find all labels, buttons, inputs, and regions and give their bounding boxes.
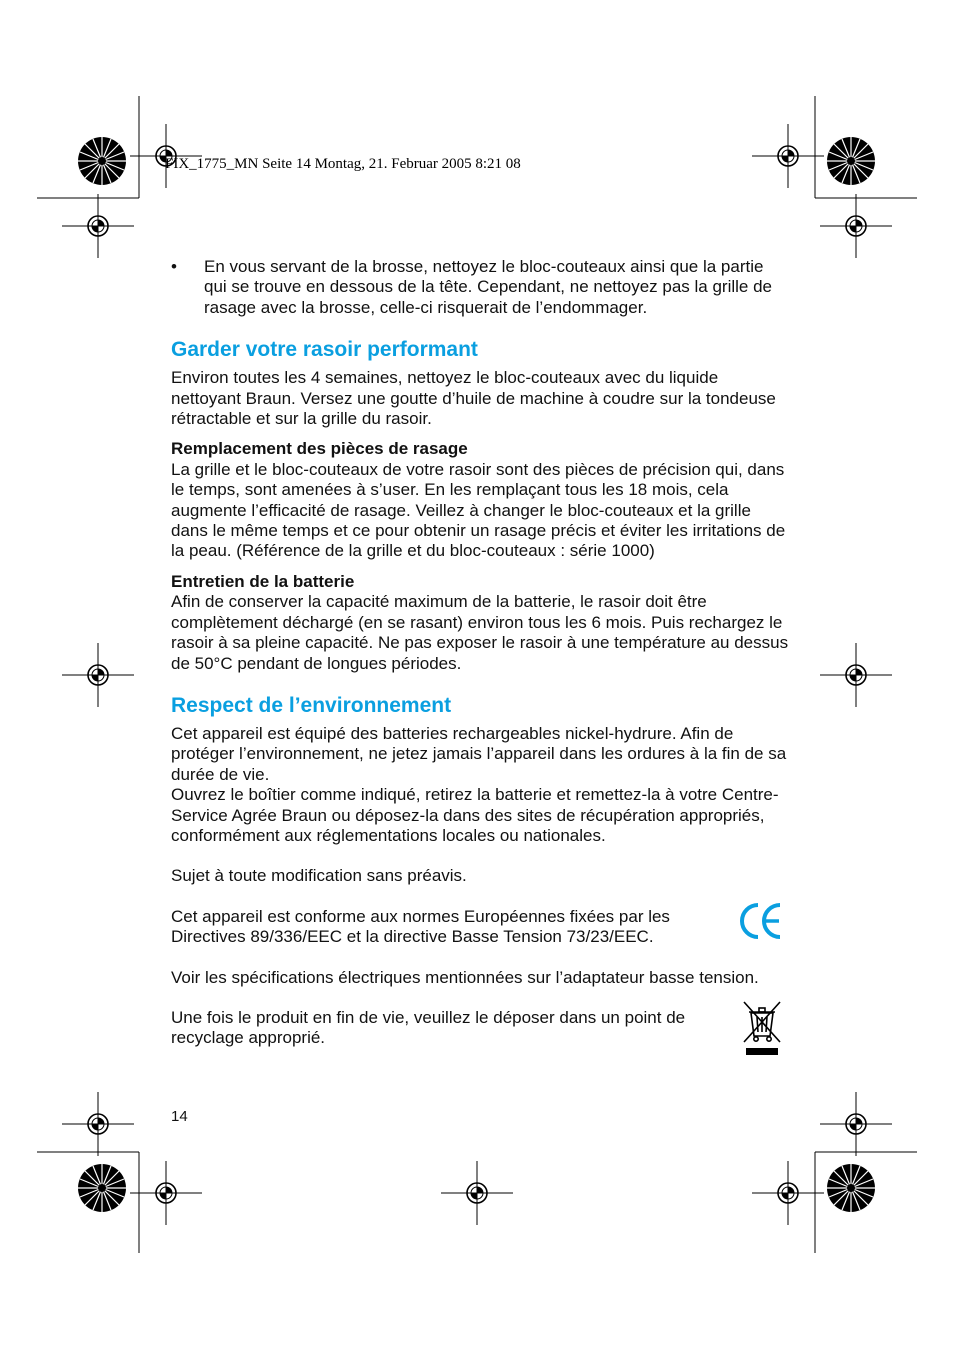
starburst-target-icon (78, 137, 126, 185)
registration-mark-icon (62, 194, 134, 258)
parts-replacement-text: La grille et le bloc-couteaux de votre rasoir sont des pièces de précision qui, dans le temps, sont amenées à s’user. En les remplaçant tous les 18 mois, cela augmente l’efficacité de rasage. Veillez à changer le bloc-couteaux et la grille dans le même temps et ce pour obtenir un rasage précis et éviter les irritations de la peau. (Référence de la grille et du bloc-couteaux : série 1000) (171, 459, 786, 561)
battery-care-text: Afin de conserver la capacité maximum de la batterie, le rasoir doit être complètement déchargé (en se rasant) environ tous les 6 mois. Puis rechargez le rasoir à sa pleine capacité. Ne pas exposer le rasoir à une température au dessus de 50°C pendant de longues périodes. (171, 592, 789, 673)
environment-paragraph-disposal: Ouvrez le boîtier comme indiqué, retirez la batterie et remettez-la à votre Centre-Service Agrée Braun ou déposez-la dans des sites de récupération appropriés, conformément aux réglementations locales ou nationales. (171, 785, 779, 845)
starburst-target-icon (827, 137, 875, 185)
recycling-block (171, 1008, 789, 1049)
modification-notice: Sujet à toute modification sans préavis. (171, 866, 467, 886)
page-number: 14 (171, 1108, 188, 1125)
registration-mark-icon (752, 1161, 824, 1225)
subheading-parts-replacement: Remplacement des pièces de rasage (171, 439, 468, 459)
registration-mark-icon (820, 643, 892, 707)
ce-mark-icon (739, 901, 783, 941)
section-heading-environment: Respect de l’environnement (171, 693, 452, 717)
recycling-text: Une fois le produit en fin de vie, veuillez le déposer dans un point de recyclage approprié. (171, 1007, 686, 1048)
subheading-battery-care: Entretien de la batterie (171, 571, 355, 591)
print-header: FIX_1775_MN Seite 14 Montag, 21. Februar 2005 8:21 08 (165, 156, 521, 172)
registration-mark-icon (441, 1161, 513, 1225)
crossed-out-bin-icon (742, 1000, 782, 1058)
registration-mark-icon (62, 1092, 134, 1156)
maintenance-intro: Environ toutes les 4 semaines, nettoyez le bloc-couteaux avec du liquide nettoyant Braun. Versez une goutte d’huile de machine à coudre sur la tondeuse rétractable et sur la grille du rasoir. (171, 368, 776, 429)
bullet-item (171, 257, 789, 318)
page-content (171, 257, 789, 1049)
registration-mark-icon (752, 124, 824, 188)
ce-conformity-block (171, 907, 789, 948)
bullet-marker: • (171, 257, 177, 276)
electrical-specs-note: Voir les spécifications électriques mentionnées sur l’adaptateur basse tension. (171, 967, 759, 987)
starburst-target-icon (78, 1164, 126, 1212)
starburst-target-icon (827, 1164, 875, 1212)
registration-mark-icon (130, 1161, 202, 1225)
section-heading-maintenance: Garder votre rasoir performant (171, 338, 478, 362)
bullet-text: En vous servant de la brosse, nettoyez le bloc-couteaux ainsi que la partie qui se trouve en dessous de la tête. Cependant, ne nettoyez pas la grille de rasage avec la brosse, celle-ci risquerait de l’endommager. (204, 257, 772, 317)
environment-paragraph-batteries: Cet appareil est équipé des batteries rechargeables nickel-hydrure. Afin de protéger l’environnement, ne jetez jamais l’appareil dans les ordures à la fin de sa durée de vie. (171, 723, 787, 784)
ce-conformity-text: Cet appareil est conforme aux normes Européennes fixées par les Directives 89/336/EEC et la directive Basse Tension 73/23/EEC. (171, 906, 670, 947)
registration-mark-icon (820, 1092, 892, 1156)
registration-mark-icon (820, 194, 892, 258)
registration-mark-icon (62, 643, 134, 707)
